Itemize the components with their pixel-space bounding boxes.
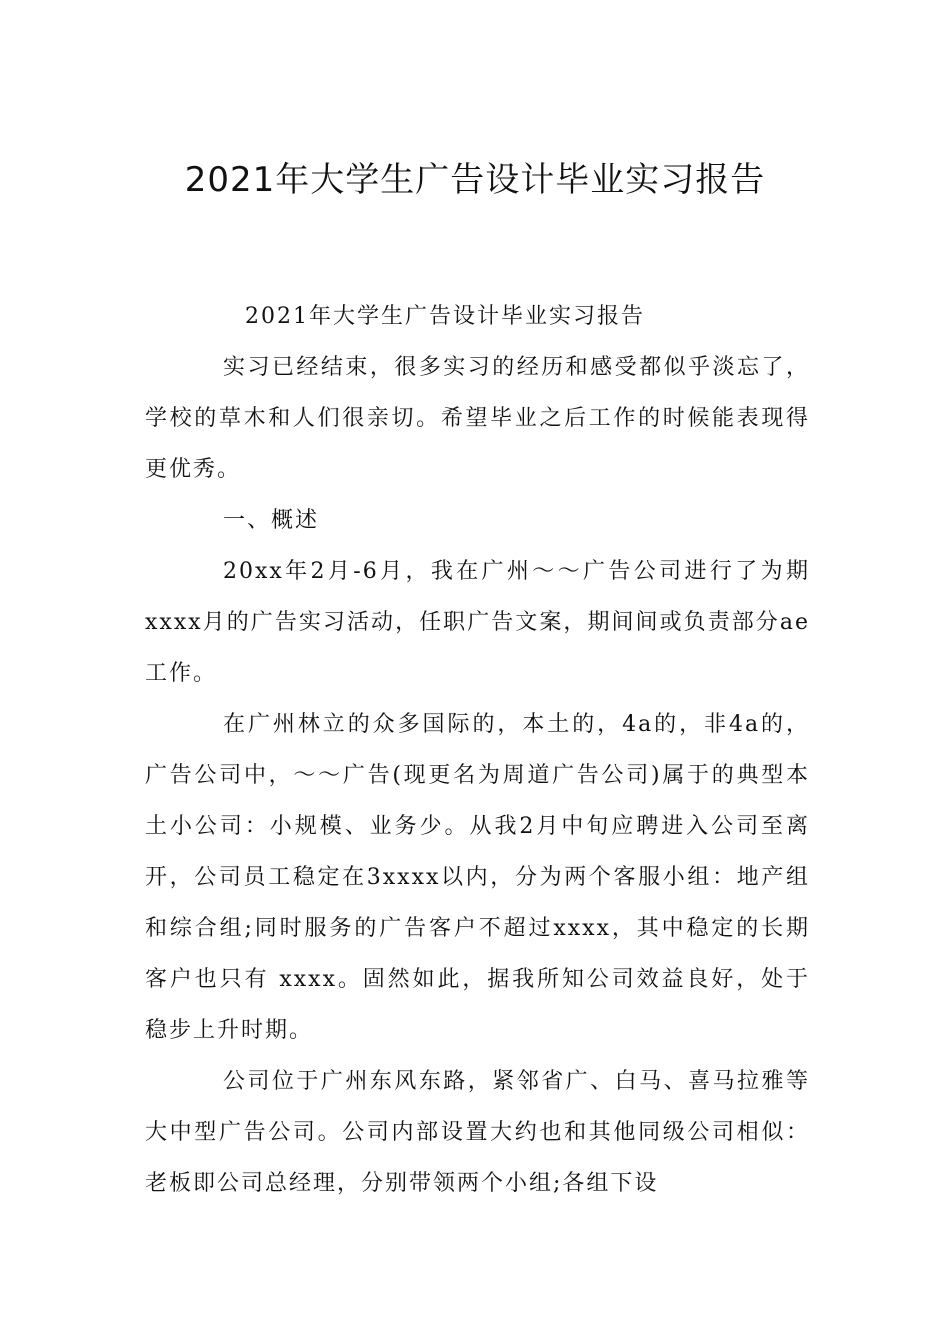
document-subtitle: 2021年大学生广告设计毕业实习报告 [245,304,645,329]
paragraph-company-profile: 在广州林立的众多国际的，本土的，4a的，非4a的，广告公司中，～～广告(现更名为周道广告公司)属于的典型本土小公司：小规模、业务少。从我2月中旬应聘进入公司至离开，公司员工稳定在3xxxx以内，分为两个客服小组：地产组和综合组;同时服务的广告客户不超过xxxx，其中稳定的长期客户也只有 xxxx。固然如此，据我所知公司效益良好，处于稳步上升时期。 [145,712,810,1043]
paragraph-intro: 实习已经结束，很多实习的经历和感受都似乎淡忘了，学校的草木和人们很亲切。希望毕业之后工作的时候能表现得更优秀。 [145,355,810,482]
paragraph-company-location: 公司位于广州东风东路，紧邻省广、白马、喜马拉雅等大中型广告公司。公司内部设置大约也和其他同级公司相似：老板即公司总经理，分别带领两个小组;各组下设 [145,1069,810,1196]
paragraph-internship-period: 20xx年2月-6月，我在广州～～广告公司进行了为期xxxx月的广告实习活动，任职广告文案，期间间或负责部分ae工作。 [145,559,810,686]
document-body [145,291,810,1209]
section-heading-overview: 一、概述 [223,508,320,533]
document-title: 2021年大学生广告设计毕业实习报告 [184,160,766,200]
